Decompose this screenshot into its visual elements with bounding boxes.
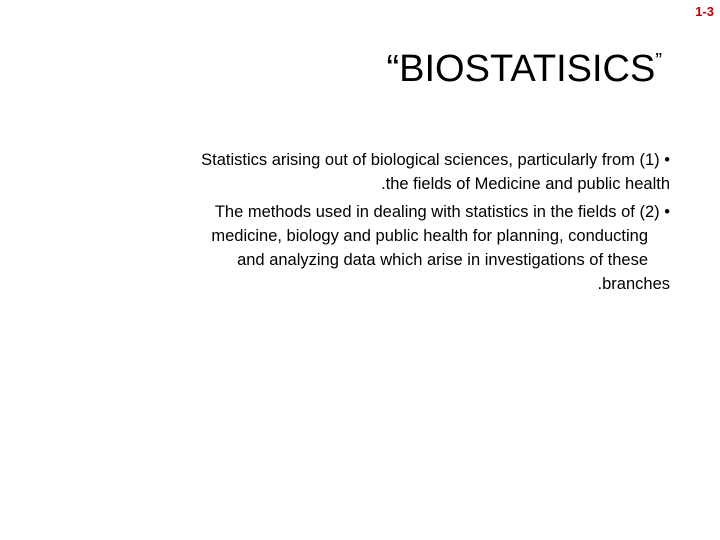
bullet-1-line-2: .the fields of Medicine and public health <box>381 175 670 193</box>
bullet-2-line-2: medicine, biology and public health for planning, conducting <box>211 227 648 245</box>
slide-title <box>386 50 662 88</box>
slide-number: 1-3 <box>695 4 714 19</box>
title-open-quote: “ <box>386 48 400 90</box>
title-close-quote: ” <box>655 50 662 72</box>
bullet-2-line-3: and analyzing data which arise in investigations of these <box>237 251 648 269</box>
title-text: BIOSTATISICS <box>399 48 656 90</box>
bullet-item-2 <box>40 200 670 296</box>
bullet-2-line-4: .branches <box>597 275 670 293</box>
bullet-item-1 <box>40 148 670 196</box>
bullet-2-line-1: The methods used in dealing with statistics in the fields of (2) • <box>214 203 670 221</box>
slide-body <box>40 148 670 296</box>
bullet-1-line-1: Statistics arising out of biological sciences, particularly from (1) • <box>201 151 670 169</box>
